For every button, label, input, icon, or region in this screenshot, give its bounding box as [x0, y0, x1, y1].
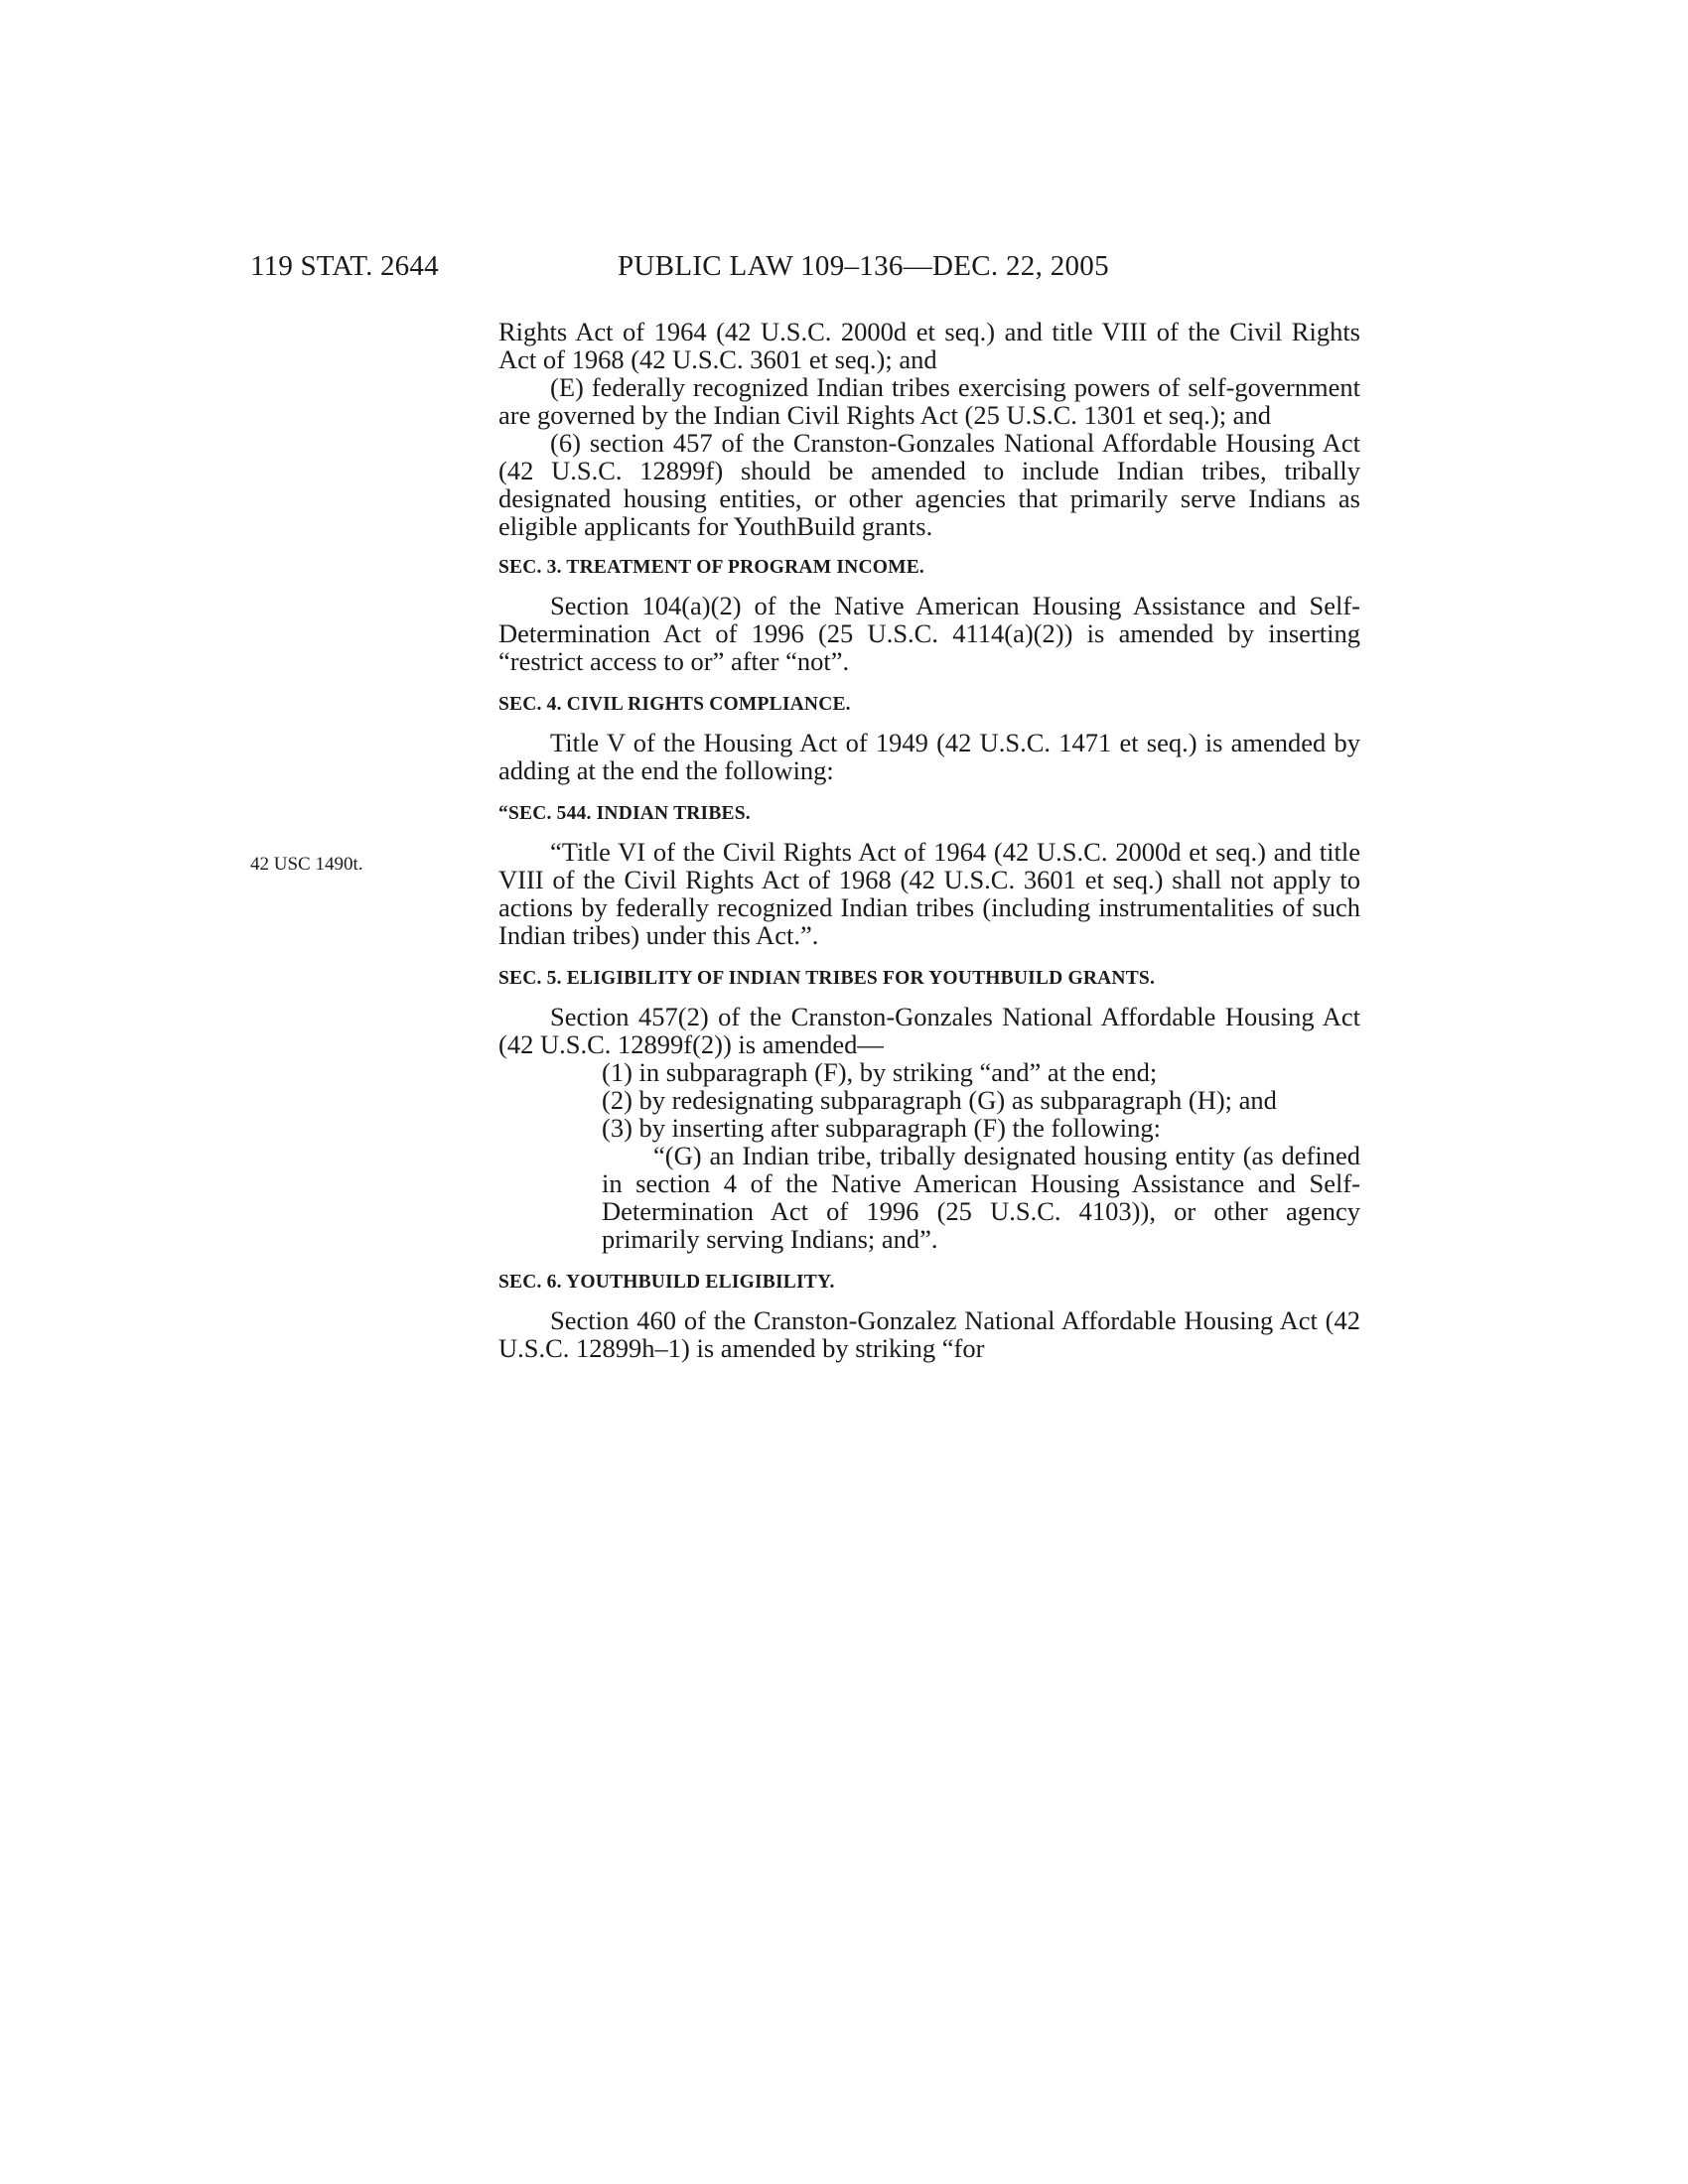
section-5-item-2: (2) by redesignating subparagraph (G) as subparagraph (H); and	[602, 1085, 1277, 1115]
section-544-text: “Title VI of the Civil Rights Act of 1964 (42 U.S.C. 2000d et seq.) and title VIII of the Civil Rights Act of 1968 (42 U.S.C. 3601 et seq.) shall not apply to actions by federally recognized Indian tribes (including instrumentalities of such Indian tribes) under this Act.”.	[498, 837, 1360, 950]
section-3-heading: SEC. 3. TREATMENT OF PROGRAM INCOME.	[498, 557, 925, 578]
section-4-heading: SEC. 4. CIVIL RIGHTS COMPLIANCE.	[498, 694, 851, 715]
paragraph-item-6: (6) section 457 of the Cranston-Gonzales National Affordable Housing Act (42 U.S.C. 12899f) should be amended to include Indian tribes, tribally designated housing entities, or other agencies that primarily serve Indians as eligible applicants for YouthBuild grants.	[498, 428, 1360, 541]
section-5-item-1: (1) in subparagraph (F), by striking “and” at the end;	[602, 1057, 1158, 1087]
section-5-item-3: (3) by inserting after subparagraph (F) the following:	[602, 1113, 1161, 1143]
stat-page-number: 119 STAT. 2644	[250, 250, 439, 282]
section-544-heading: “SEC. 544. INDIAN TRIBES.	[498, 803, 751, 824]
paragraph-continuation: Rights Act of 1964 (42 U.S.C. 2000d et seq.) and title VIII of the Civil Rights Act of 1968 (42 U.S.C. 3601 et seq.); and	[498, 317, 1360, 374]
section-5-subparagraph-g: “(G) an Indian tribe, tribally designated housing entity (as defined in section 4 of the Native American Housing Assistance and Self- Determination Act of 1996 (25 U.S.C. 4103)), or other agency primarily serving Indians; and”.	[602, 1141, 1360, 1254]
statute-text-body	[498, 318, 1360, 1362]
section-3-text: Section 104(a)(2) of the Native American Housing Assistance and Self-Determination Act of 1996 (25 U.S.C. 4114(a)(2)) is amended by inserting “restrict access to or” after “not”.	[498, 591, 1360, 676]
public-law-header: PUBLIC LAW 109–136—DEC. 22, 2005	[618, 250, 1109, 282]
section-6-text: Section 460 of the Cranston-Gonzalez National Affordable Housing Act (42 U.S.C. 12899h–1) is amended by striking “for	[498, 1305, 1360, 1363]
paragraph-clause-e: (E) federally recognized Indian tribes exercising powers of self-government are governed by the Indian Civil Rights Act (25 U.S.C. 1301 et seq.); and	[498, 372, 1360, 430]
section-4-text: Title V of the Housing Act of 1949 (42 U.S.C. 1471 et seq.) is amended by adding at the end the following:	[498, 728, 1360, 785]
section-6-heading: SEC. 6. YOUTHBUILD ELIGIBILITY.	[498, 1272, 835, 1293]
section-5-text: Section 457(2) of the Cranston-Gonzales National Affordable Housing Act (42 U.S.C. 12899f(2)) is amended—	[498, 1002, 1360, 1059]
section-5-heading: SEC. 5. ELIGIBILITY OF INDIAN TRIBES FOR YOUTHBUILD GRANTS.	[498, 968, 1156, 989]
margin-citation-note: 42 USC 1490t.	[250, 854, 363, 875]
